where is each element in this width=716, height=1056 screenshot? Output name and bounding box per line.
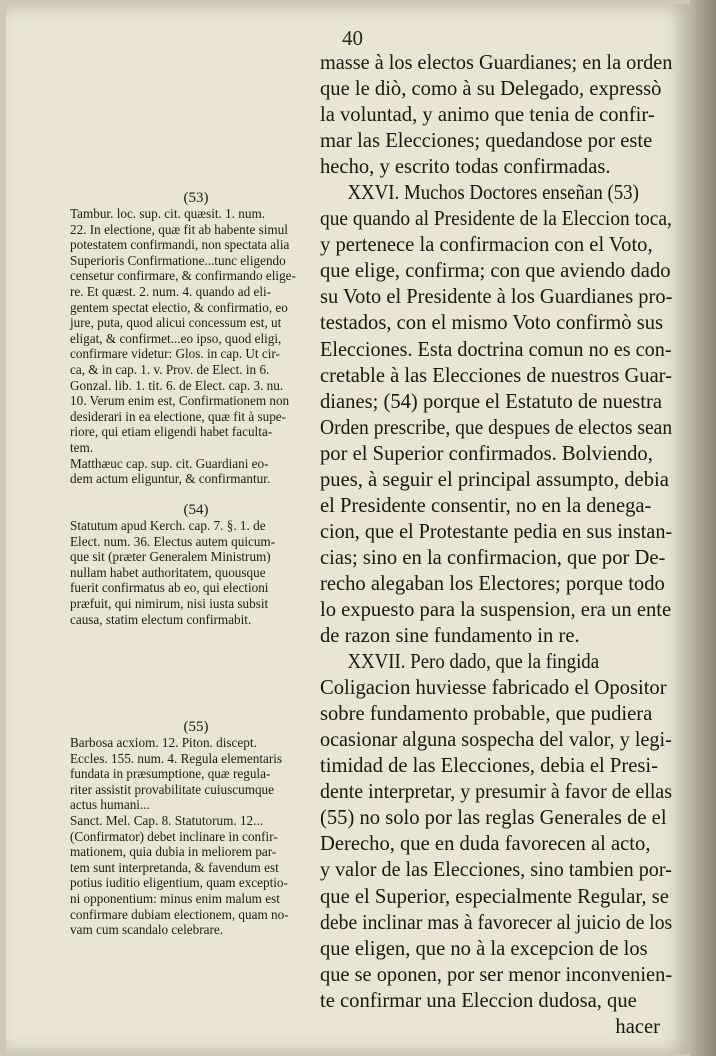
main-text-line: Coligacion huviesse fabricado el Opositor [320,677,667,700]
note-line: nullam habet authoritatem, quousque [70,564,266,580]
note-line: 10. Verum enim est, Confirmationem non [70,393,290,409]
note-line: desiderari in ea electione, quæ fit à supe- [70,408,287,424]
main-text-line: pues, à seguir el principal assumpto, debia [320,468,669,491]
main-text-line: dente interpretar, y presumir à favor de ellas [320,781,672,804]
main-text-line: su Voto el Presidente à los Guardianes pro- [320,286,673,309]
marginal-note-53 [70,190,322,487]
main-text-line: Derecho, que en duda favorecen al acto, [320,833,651,856]
note-line: fundata in præsumptione, quæ regula- [70,766,271,782]
marginal-note-55 [70,719,322,938]
note-line: riore, qui etiam eligendi habet faculta- [70,424,273,440]
note-line: (Confirmator) debet inclinare in confir- [70,828,278,844]
note-line: tem. [70,439,94,455]
note-line: Tambur. loc. sup. cit. quæsit. 1. num. [70,206,266,221]
note-line: Matthæuc cap. sup. cit. Guardiani eo- [70,455,269,471]
note-line: actus humani... [70,797,150,813]
main-text-line: y pertenece la confirmacion con el Voto, [320,234,653,257]
main-text-column [320,50,672,1040]
main-text-line: cretable à las Elecciones de nuestros Guar- [320,364,672,387]
main-text-line: Orden prescribe, que despues de electos sean [320,416,673,439]
note-line: Elect. num. 36. Electus autem quicum- [70,533,276,549]
main-text-line: debe inclinar mas à favorecer al juicio de los [320,911,673,934]
note-line: que sit (præter Generalem Ministrum) [70,549,271,565]
main-text-line: que quando al Presidente de la Eleccion toca, [320,208,672,231]
main-text-line: que el Superior, especialmente Regular, se [320,885,669,908]
marginal-note-54 [70,502,322,627]
note-line: tem sunt interpretanda, & favendum est [70,859,279,875]
note-marker: (53) [183,190,209,206]
note-line: ca, & in cap. 1. v. Prov. de Elect. in 6. [70,361,270,377]
main-text-line: por el Superior confirmados. Bolviendo, [320,442,653,465]
main-text-line: te confirmar una Eleccion dudosa, que [320,989,637,1012]
main-text-line: masse à los electos Guardianes; en la orden [320,52,673,74]
note-line: potestatem confirmandi, non spectata alia [70,237,290,253]
note-line: Barbosa acxiom. 12. Piton. discept. [70,735,257,750]
note-line: Eccles. 155. num. 4. Regula elementaris [70,750,283,766]
main-text-line: que le diò, como à su Delegado, expressò [320,78,662,101]
note-line: Gonzal. lib. 1. tit. 6. de Elect. cap. 3. nu. [70,377,284,393]
main-text-line: hecho, y escrito todas confirmadas. [320,156,611,179]
note-line: Sanct. Mel. Cap. 8. Statutorum. 12... [70,812,264,828]
note-line: re. Et quæst. 2. num. 4. quando ad eli- [70,283,272,299]
note-line: causa, statim electum confirmabit. [70,611,252,627]
note-line: 22. In electione, quæ fit ab habente simul [70,221,288,237]
note-marker: (54) [183,502,209,518]
note-line: riter assistit provabilitate cuiuscumque [70,781,274,797]
main-text-line: mar las Elecciones; quedandose por este [320,130,653,153]
note-line: vam cum scandalo celebrare. [70,922,224,938]
main-text-line: XXVII. Pero dado, que la fingida [347,651,600,674]
main-text-line: (55) no solo por las reglas Generales de el [320,807,667,830]
main-text-line: timidad de las Elecciones, debia el Presi- [320,755,658,778]
main-text-line: lo expuesto para la suspension, era un ente [320,598,672,621]
note-line: censetur confirmare, & confirmando elige- [70,268,296,284]
main-text-line: Elecciones. Esta doctrina comun no es con- [320,338,672,361]
note-line: Superioris Confirmatione...tunc eligendo [70,252,286,268]
note-line: confirmare videtur: Glos. in cap. Ut cir- [70,346,280,362]
main-text-line: el Presidente consentir, no en la denega- [320,494,652,517]
page-gutter-shadow [690,0,716,1056]
main-text-line: la voluntad, y animo que tenia de confir- [320,104,655,127]
book-page [6,4,690,1054]
main-text-line: de razon sine fundamento in re. [320,625,580,648]
main-text-line: cias; sino en la confirmacion, que por De- [320,546,666,569]
main-text-line: que eligen, que no à la excepcion de los [320,937,648,960]
note-line: gentem spectat electio, & confirmatio, eo [70,299,288,315]
catchword: hacer [615,1015,660,1038]
main-text-line: sobre fundamento probable, que pudiera [320,703,653,726]
note-line: fuerit confirmatus ab eo, qui electioni [70,580,269,596]
note-line: confirmare dubiam electionem, quam no- [70,906,289,922]
main-text-line: que elige, confirma; con que aviendo dado [320,260,671,283]
note-line: potius iuditio eligentium, quam exceptio- [70,875,288,891]
note-line: eligat, & confirmet...eo ipso, quod eligi, [70,330,282,346]
main-text-line: que se oponen, por ser menor inconvenien- [320,963,673,986]
note-line: ni opponentium: minus enim malum est [70,890,280,906]
note-line: jure, puta, quod alicui concessum est, ut [70,315,282,331]
main-text-line: dianes; (54) porque el Estatuto de nuestra [320,390,662,413]
main-text-line: XXVI. Muchos Doctores enseñan (53) [347,182,639,205]
note-line: præfuit, qui nimirum, nisi iusta subsit [70,595,269,611]
note-line: mationem, quia dubia in meliorem par- [70,844,277,860]
main-text-line: y valor de las Elecciones, sino tambien por- [320,859,672,882]
main-text-line: testados, con el mismo Voto confirmò sus [320,312,664,335]
note-line: dem actum eliguntur, & confirmantur. [70,471,271,487]
main-text-line: ocasionar alguna sospecha del valor, y legi- [320,729,672,752]
note-line: Statutum apud Kerch. cap. 7. §. 1. de [70,518,266,533]
note-marker: (55) [183,719,209,735]
page-number: 40 [342,26,363,50]
main-text-line: recho alegaban los Electores; porque todo [320,572,665,595]
main-text-line: cion, que el Protestante pedia en sus instan- [320,520,673,543]
